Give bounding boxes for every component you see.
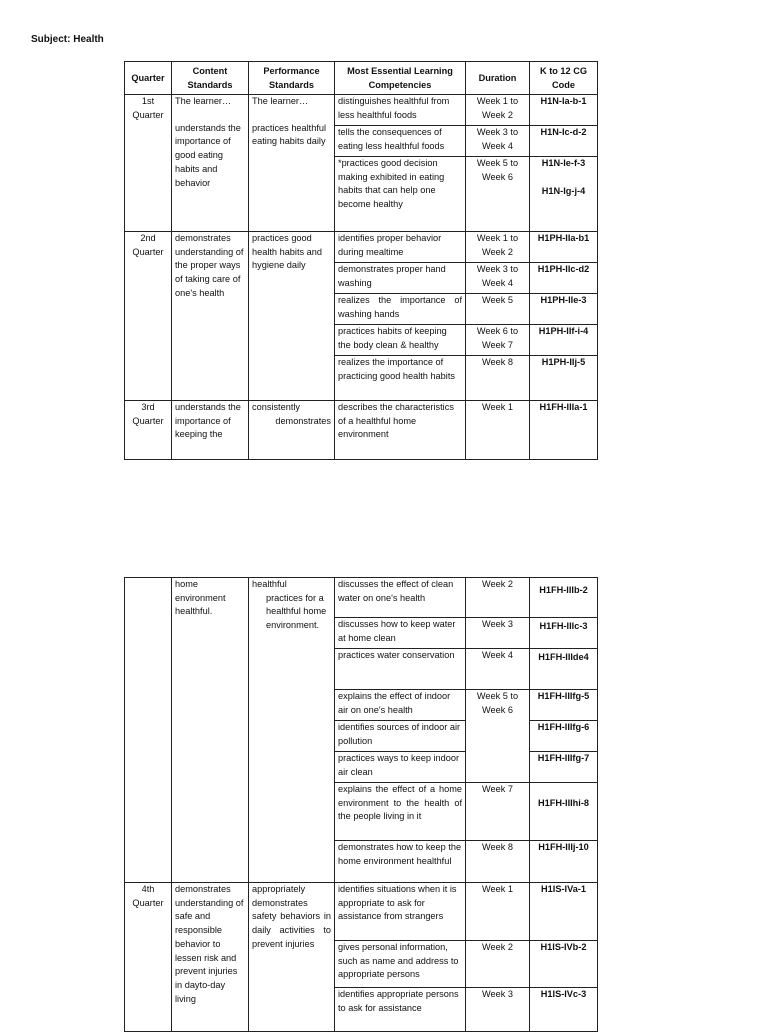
code-cell: H1PH-IIj-5 [530, 356, 598, 401]
quarter-cell: 1st Quarter [125, 95, 172, 232]
melc-cell: discusses the effect of clean water on one's health [335, 578, 466, 618]
code-line: H1N-Ig-j-4 [541, 185, 586, 196]
code-cell: H1N-Ic-d-2 [530, 126, 598, 157]
melc-cell: explains the effect of indoor air on one's health [335, 690, 466, 721]
table-row [125, 401, 598, 460]
melc-cell: practices water conservation [335, 649, 466, 690]
table-header-row [125, 62, 598, 95]
performance-line: practices for a healthful home environment. [266, 592, 327, 631]
code-cell: H1FH-IIIfg-5 [530, 690, 598, 721]
melc-cell: tells the consequences of eating less healthful foods [335, 126, 466, 157]
subject-label: Subject: Health [31, 34, 104, 45]
melc-cell: describes the characteristics of a healthful home environment [335, 401, 466, 460]
table-row [125, 578, 598, 618]
table-row [125, 95, 598, 126]
duration-cell: Week 1 [466, 401, 530, 460]
melc-cell: discusses how to keep water at home clean [335, 618, 466, 649]
performance-standard: practices healthful eating habits daily [252, 122, 327, 147]
melc-cell: identifies situations when it is appropriate to ask for assistance from strangers [335, 883, 466, 941]
duration-cell: Week 3 [466, 618, 530, 649]
code-cell: H1N-Ia-b-1 [530, 95, 598, 126]
code-cell: H1FH-IIIb-2 [530, 578, 598, 618]
performance-line: healthful [252, 579, 287, 589]
melc-cell: demonstrates proper hand washing [335, 263, 466, 294]
content-intro: The learner… [175, 96, 232, 106]
code-cell [530, 157, 598, 232]
header-cg-code: K to 12 CG Code [530, 62, 598, 95]
melc-cell: distinguishes healthful from less healthful foods [335, 95, 466, 126]
duration-cell: Week 1 [466, 883, 530, 941]
melc-cell: *practices good decision making exhibited in eating habits that can help one become healthy [335, 157, 466, 232]
code-cell: H1IS-IVa-1 [530, 883, 598, 941]
melc-cell: practices ways to keep indoor air clean [335, 752, 466, 783]
content-standard-cell: demonstrates understanding of the proper ways of taking care of one's health [172, 232, 249, 401]
quarter-cell: 2nd Quarter [125, 232, 172, 401]
duration-cell: Week 5 to Week 6 [466, 690, 530, 783]
melc-cell: demonstrates how to keep the home environment healthful [335, 841, 466, 883]
melc-cell: realizes the importance of washing hands [335, 294, 466, 325]
melc-cell: identifies sources of indoor air pollution [335, 721, 466, 752]
content-standard-cell [172, 95, 249, 232]
melc-cell: identifies appropriate persons to ask for assistance [335, 988, 466, 1032]
code-cell: H1PH-IIa-b1 [530, 232, 598, 263]
duration-cell: Week 3 to Week 4 [466, 126, 530, 157]
code-cell: H1FH-IIIfg-6 [530, 721, 598, 752]
header-duration: Duration [466, 62, 530, 95]
performance-standard-cell [249, 95, 335, 232]
quarter-cell: 4th Quarter [125, 883, 172, 1032]
duration-cell: Week 4 [466, 649, 530, 690]
content-standard-cell: understands the importance of keeping the [172, 401, 249, 460]
duration-cell: Week 2 [466, 578, 530, 618]
header-melc: Most Essential Learning Competencies [335, 62, 466, 95]
melc-cell: identifies proper behavior during mealtime [335, 232, 466, 263]
melc-cell: gives personal information, such as name and address to appropriate persons [335, 941, 466, 988]
performance-standard-cell [249, 578, 335, 883]
code-cell: H1FH-IIIj-10 [530, 841, 598, 883]
duration-cell: Week 3 to Week 4 [466, 263, 530, 294]
performance-line: consistently [252, 402, 301, 412]
duration-cell: Week 1 to Week 2 [466, 95, 530, 126]
table-row [125, 232, 598, 263]
code-cell: H1FH-IIIhi-8 [530, 783, 598, 841]
duration-cell: Week 5 to Week 6 [466, 157, 530, 232]
code-cell: H1FH-IIIde4 [530, 649, 598, 690]
curriculum-table-page-1 [124, 61, 598, 460]
melc-cell: explains the effect of a home environment to the health of the people living in it [335, 783, 466, 841]
code-cell: H1IS-IVc-3 [530, 988, 598, 1032]
code-cell: H1FH-IIIfg-7 [530, 752, 598, 783]
code-cell: H1PH-IIe-3 [530, 294, 598, 325]
content-standard: understands the importance of good eating habits and behavior [175, 122, 241, 188]
code-cell: H1FH-IIIa-1 [530, 401, 598, 460]
quarter-cell: 3rd Quarter [125, 401, 172, 460]
content-standard-cell: home environment healthful. [172, 578, 249, 883]
code-cell: H1PH-IIc-d2 [530, 263, 598, 294]
duration-cell: Week 1 to Week 2 [466, 232, 530, 263]
duration-cell: Week 5 [466, 294, 530, 325]
duration-cell: Week 6 to Week 7 [466, 325, 530, 356]
code-cell: H1IS-IVb-2 [530, 941, 598, 988]
duration-cell: Week 7 [466, 783, 530, 841]
header-quarter: Quarter [125, 62, 172, 95]
content-standard-cell: demonstrates understanding of safe and responsible behavior to lessen risk and prevent injuries in dayto-day living [172, 883, 249, 1032]
performance-intro: The learner… [252, 96, 309, 106]
code-cell: H1FH-IIIc-3 [530, 618, 598, 649]
code-line: H1N-Ie-f-3 [541, 158, 586, 168]
melc-cell: practices habits of keeping the body clean & healthy [335, 325, 466, 356]
melc-cell: realizes the importance of practicing good health habits [335, 356, 466, 401]
duration-cell: Week 2 [466, 941, 530, 988]
performance-standard-cell [249, 401, 335, 460]
duration-cell: Week 8 [466, 841, 530, 883]
table-row [125, 883, 598, 941]
performance-standard-cell: practices good health habits and hygiene daily [249, 232, 335, 401]
duration-cell: Week 8 [466, 356, 530, 401]
header-content-standards: Content Standards [172, 62, 249, 95]
performance-line: demonstrates [275, 415, 331, 426]
code-cell: H1PH-IIf-i-4 [530, 325, 598, 356]
quarter-cell [125, 578, 172, 883]
header-performance-standards: Performance Standards [249, 62, 335, 95]
curriculum-table-page-2 [124, 577, 598, 1032]
performance-standard-cell: appropriately demonstrates safety behaviors in daily activities to prevent injuries [249, 883, 335, 1032]
duration-cell: Week 3 [466, 988, 530, 1032]
